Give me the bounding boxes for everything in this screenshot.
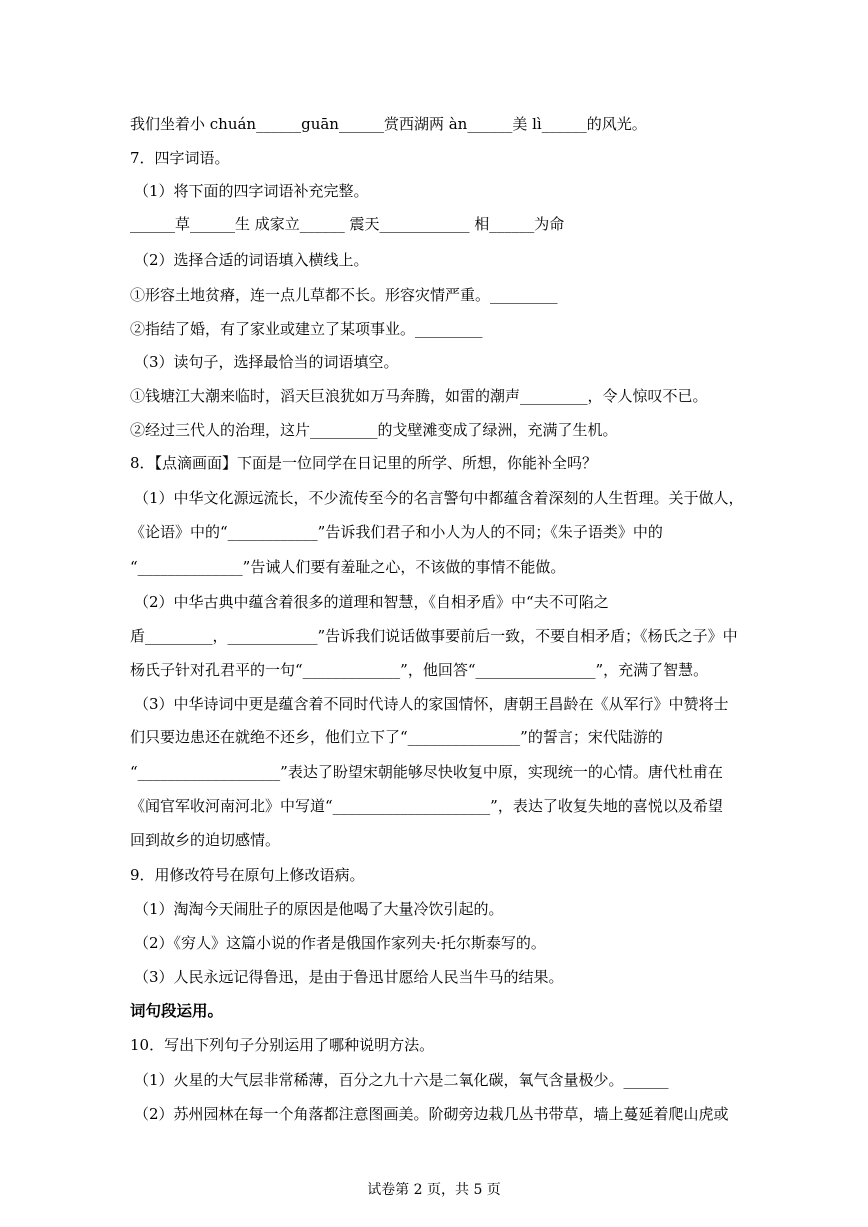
text-line: （2）《穷人》这篇小说的作者是俄国作家列夫·托尔斯泰写的。 [134,934,546,952]
text-line: ②指结了婚，有了家业或建立了某项事业。_________ [130,320,483,338]
text-line: 《闻官军收河南河北》中写道“_____________________”，表达了收复失地的喜悦以及希望 [130,797,723,815]
text-line: “______________”告诫人们要有羞耻之心，不该做的事情不能做。 [130,558,566,576]
text-line: “___________________”表达了盼望宋朝能够尽快收复中原，实现统一的心情。唐代杜甫在 [130,763,723,781]
text-line: （1）中华文化源远流长，不少流传至今的名言警句中都蕴含着深刻的人生哲理。关于做人， [134,489,744,507]
text-line: ②经过三代人的治理，这片_________的戈壁滩变成了绿洲，充满了生机。 [130,421,618,439]
text-line: （3）读句子，选择最恰当的词语填空。 [134,353,399,371]
text-line: 《论语》中的“____________”告诉我们君子和小人为人的不同；《朱子语类》中的 [130,523,663,541]
text-line: （3）中华诗词中更是蕴含着不同时代诗人的家国情怀，唐朝王昌龄在《从军行》中赞将士 [134,695,729,713]
question-9-title: 9．用修改符号在原句上修改语病。 [130,866,365,884]
text-line: 盾_________，____________”告诉我们说话做事要前后一致，不要自相矛盾；《杨氏之子》中 [130,627,738,645]
text-line: （2）选择合适的词语填入横线上。 [134,251,369,269]
text-line: （2）苏州园林在每一个角落都注意图画美。阶砌旁边栽几丛书带草，墙上蔓延着爬山虎或 [134,1105,729,1123]
text-line: （1）淘淘今天闹肚子的原因是他喝了大量冷饮引起的。 [134,900,504,918]
text-line: （2）中华古典中蕴含着很多的道理和智慧，《自相矛盾》中“夫不可陷之 [134,593,609,611]
text-line: （1）将下面的四字词语补充完整。 [134,182,369,200]
question-8-title: 8．【点滴画面】下面是一位同学在日记里的所学、所想，你能补全吗？ [130,454,598,472]
question-7-title: 7．四字词语。 [130,149,230,167]
text-line: （3）人民永远记得鲁迅，是由于鲁迅甘愿给人民当牛马的结果。 [134,968,564,986]
text-line: 杨氏子针对孔君平的一句“_____________”，他回答“________________”，充满了智慧。 [130,661,709,679]
page-footer: 试卷第 2 页，共 5 页 [367,1182,501,1198]
text-line: 回到故乡的迫切感情。 [130,831,281,849]
text-line: ①钱塘江大潮来临时，滔天巨浪犹如万马奔腾，如雷的潮声_________，令人惊叹不已。 [130,387,708,405]
text-line: 们只要边患还在就绝不还乡，他们立下了“_______________”的誓言；宋代陆游的 [130,728,663,746]
text-line: 我们坐着小 chuán______guān______赏西湖两 àn______美 lì______的风光。 [130,115,647,133]
text-line: （1）火星的大气层非常稀薄，百分之九十六是二氧化碳，氧气含量极少。______ [134,1071,669,1089]
question-10-title: 10．写出下列句子分别运用了哪种说明方法。 [130,1036,435,1054]
section-heading: 词句段运用。 [130,1002,224,1020]
text-line: ①形容土地贫瘠，连一点儿草都不长。形容灾情严重。_________ [130,286,558,304]
text-line: ______草______生 成家立______ 震天____________ 相______为命 [130,215,565,233]
